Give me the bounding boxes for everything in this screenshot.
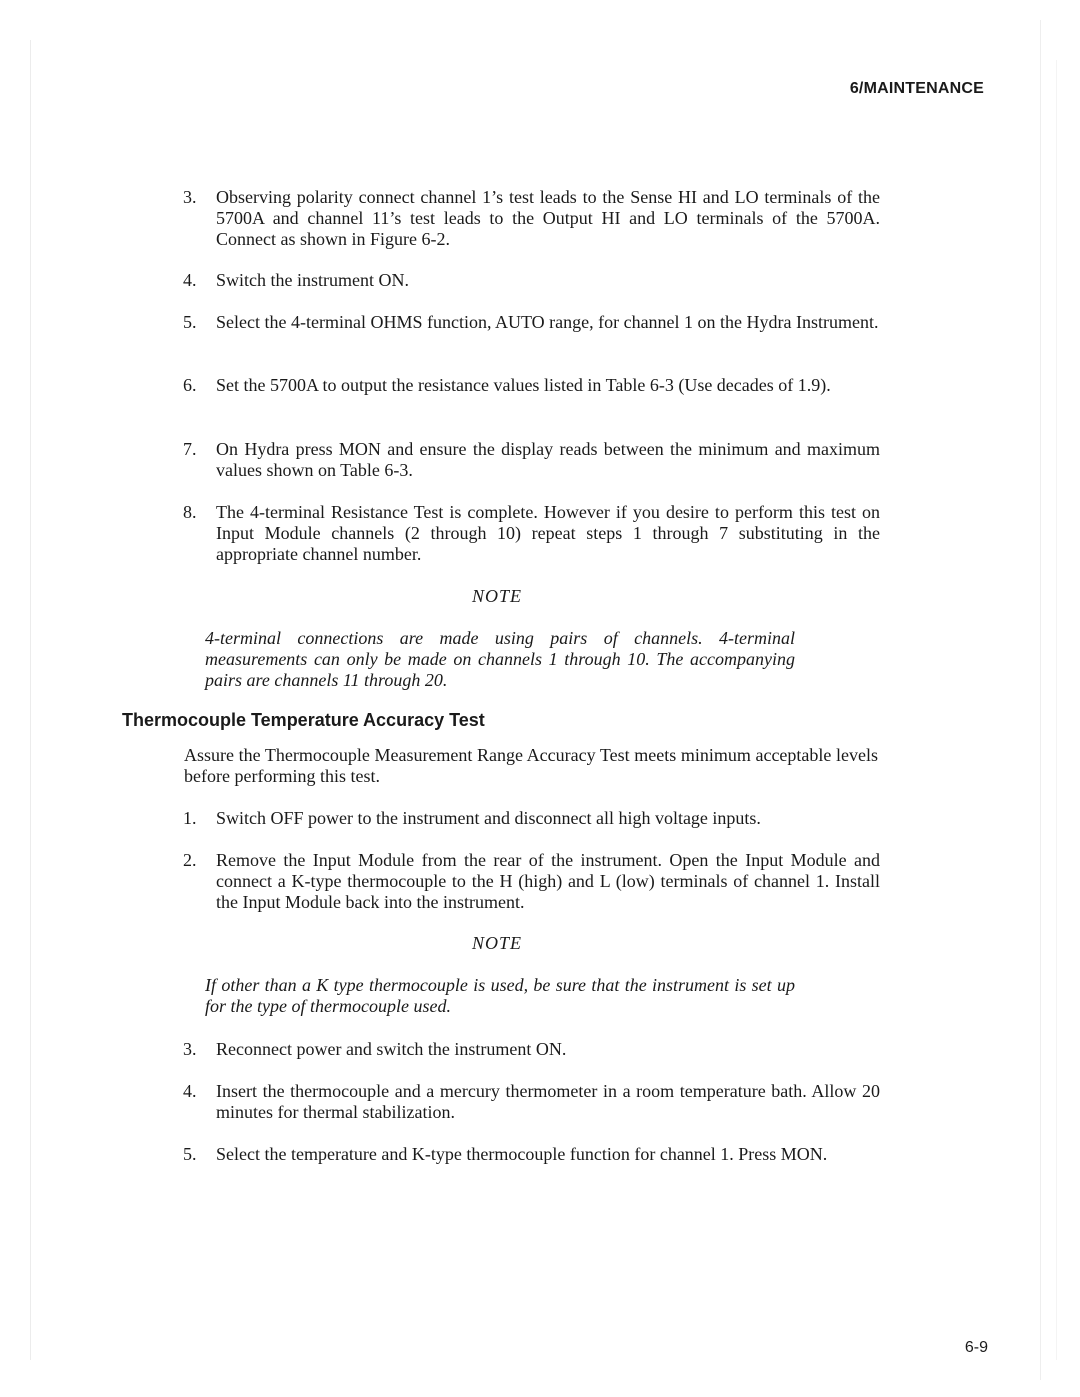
step-number: 6. [183,375,197,395]
step-3 [183,1039,880,1060]
note-title: NOTE [472,586,523,606]
step-number: 7. [183,439,197,459]
note-text: If other than a K type thermocouple is used, be sure that the instrument is set up for the type of thermocouple used. [205,975,795,1016]
step-text: Observing polarity connect channel 1’s test leads to the Sense HI and LO terminals of the 5700A and channel 11’s test leads to the Output HI and LO terminals of the 5700A. Connect as shown in Figure 6-2. [216,187,880,249]
step-number: 8. [183,502,197,522]
step-6 [183,375,880,396]
step-text: Remove the Input Module from the rear of the instrument. Open the Input Module and connect a K-type thermocouple to the H (high) and L (low) terminals of channel 1. Install the Input Module back into the instrument. [216,850,880,912]
step-text: Set the 5700A to output the resistance values listed in Table 6-3 (Use decades of 1.9). [216,375,831,395]
step-number: 2. [183,850,197,870]
step-8 [183,502,880,565]
step-7 [183,439,880,481]
note-text: 4-terminal connections are made using pairs of channels. 4-terminal measurements can only be made on channels 1 through 10. The accompanying pairs are channels 11 through 20. [205,628,795,690]
step-1 [183,808,880,829]
step-text: The 4-terminal Resistance Test is complete. However if you desire to perform this test on Input Module channels (2 through 10) repeat steps 1 through 7 substituting in the appropriate channel number. [216,502,880,564]
section-header: 6/MAINTENANCE [849,80,984,97]
section-heading: Thermocouple Temperature Accuracy Test [122,710,485,730]
step-number: 3. [183,187,197,207]
step-number: 4. [183,270,197,290]
page-number: 6-9 [964,1339,988,1356]
section-intro: Assure the Thermocouple Measurement Range Accuracy Test meets minimum acceptable levels before performing this test. [184,745,878,786]
step-text: Switch OFF power to the instrument and disconnect all high voltage inputs. [216,808,761,828]
scan-edge-left [30,40,31,1360]
step-3 [183,187,880,250]
step-number: 4. [183,1081,197,1101]
scan-edge-right [1040,20,1041,1380]
step-text: Insert the thermocouple and a mercury thermometer in a room temperature bath. Allow 20 minutes for thermal stabilization. [216,1081,880,1122]
step-5 [183,312,880,333]
step-text: Select the 4-terminal OHMS function, AUTO range, for channel 1 on the Hydra Instrument. [216,312,879,332]
step-number: 5. [183,1144,197,1164]
step-5 [183,1144,880,1165]
step-number: 5. [183,312,197,332]
step-2 [183,850,880,913]
step-4 [183,270,880,291]
step-text: Select the temperature and K-type thermocouple function for channel 1. Press MON. [216,1144,828,1164]
step-text: Switch the instrument ON. [216,270,409,290]
step-text: Reconnect power and switch the instrument ON. [216,1039,567,1059]
step-4 [183,1081,880,1123]
step-number: 3. [183,1039,197,1059]
note-title: NOTE [472,933,523,953]
scan-edge-right-outer [1056,60,1057,1360]
step-text: On Hydra press MON and ensure the display reads between the minimum and maximum values shown on Table 6-3. [216,439,880,480]
step-number: 1. [183,808,197,828]
